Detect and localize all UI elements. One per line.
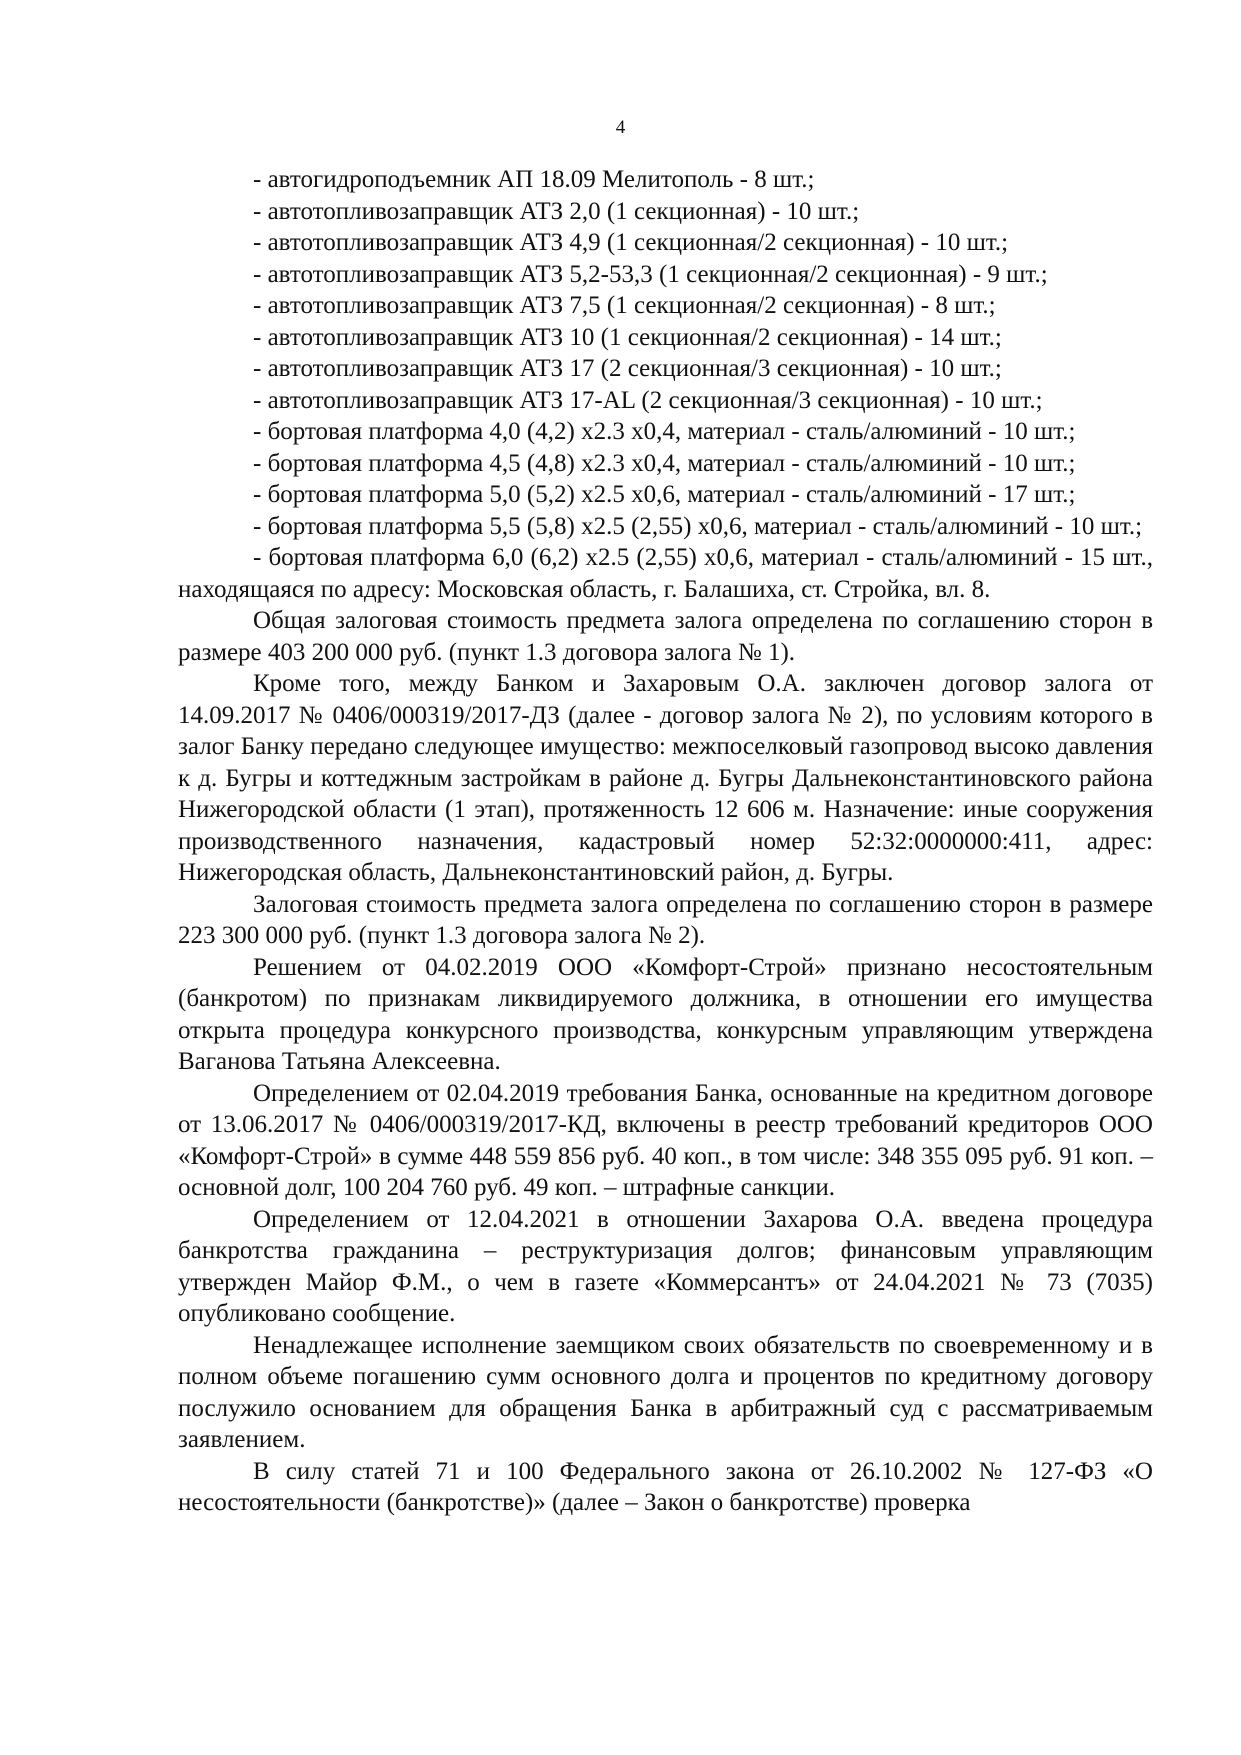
list-item-paragraph: - бортовая платформа 5,5 (5,8) х2.5 (2,55) х0,6, материал - сталь/алюминий - 10 шт.;	[253, 512, 1143, 540]
paragraph: Залоговая стоимость предмета залога определена по соглашению сторон в размере 223 300 000 руб. (пункт 1.3 договора залога № 2).	[178, 890, 1153, 949]
paragraph: Решением от 04.02.2019 ООО «Комфорт-Строй» признано несостоятельным (банкротом) по признакам ликвидируемого должника, в отношении его имущества открыта процедура конкурсного производства, конкурсным управляющим утверждена Ваганова Татьяна Алексеевна.	[178, 953, 1153, 1075]
list-item: - автотопливозаправщик АТЗ 17-AL (2 секционная/3 секционная) - 10 шт.;	[253, 386, 1043, 414]
paragraph: Ненадлежащее исполнение заемщиком своих обязательств по своевременному и в полном объеме погашению сумм основного долга и процентов по кредитному договору послужило основанием для обращения Банка в арбитражный суд с рассматриваемым заявлением.	[178, 1331, 1153, 1453]
list-item: - бортовая платформа 4,5 (4,8) х2.3 х0,4, материал - сталь/алюминий - 10 шт.;	[253, 449, 1076, 477]
list-item: - автотопливозаправщик АТЗ 7,5 (1 секционная/2 секционная) - 8 шт.;	[253, 292, 996, 319]
list-item: - автотопливозаправщик АТЗ 5,2-53,3 (1 секционная/2 секционная) - 9 шт.;	[253, 260, 1048, 288]
paragraph: Общая залоговая стоимость предмета залога определена по соглашению сторон в размере 403 200 000 руб. (пункт 1.3 договора залога № 1).	[178, 607, 1153, 666]
page-number: 4	[615, 117, 626, 138]
list-item-paragraph: - бортовая платформа 6,0 (6,2) х2.5 (2,55) х0,6, материал - сталь/алюминий - 15 шт., находящаяся по адресу: Московская область, г. Балашиха, ст. Стройка, вл. 8.	[178, 544, 1153, 603]
list-item: - автотопливозаправщик АТЗ 10 (1 секционная/2 секционная) - 14 шт.;	[253, 323, 1002, 351]
paragraph: Кроме того, между Банком и Захаровым О.А. заключен договор залога от 14.09.2017 № 0406/000319/2017-ДЗ (далее - договор залога № 2), по условиям которого в залог Банку передано следующее имущество: межпоселковый газопровод высоко давления к д. Бугры и коттеджным застройкам в районе д. Бугры Дальнеконстантиновского района Нижегородской области (1 этап), протяженность 12 606 м. Назначение: иные сооружения производственного назначения, кадастровый номер 52:32:0000000:411, адрес: Нижегородская область, Дальнеконстантиновский район, д. Бугры.	[178, 670, 1153, 886]
document-body	[178, 164, 1153, 1519]
list-item: - автотопливозаправщик АТЗ 2,0 (1 секционная) - 10 шт.;	[253, 197, 860, 225]
list-item: - бортовая платформа 5,0 (5,2) х2.5 х0,6, материал - сталь/алюминий - 17 шт.;	[253, 481, 1076, 508]
list-item: - бортовая платформа 4,0 (4,2) х2.3 х0,4, материал - сталь/алюминий - 10 шт.;	[253, 418, 1076, 445]
paragraph: Определением от 12.04.2021 в отношении Захарова О.А. введена процедура банкротства гражданина – реструктуризация долгов; финансовым управляющим утвержден Майор Ф.М., о чем в газете «Коммерсантъ» от 24.04.2021 № 73 (7035) опубликовано сообщение.	[178, 1205, 1153, 1327]
list-item: - автотопливозаправщик АТЗ 17 (2 секционная/3 секционная) - 10 шт.;	[253, 355, 1002, 382]
paragraph: Определением от 02.04.2019 требования Банка, основанные на кредитном договоре от 13.06.2017 № 0406/000319/2017-КД, включены в реестр требований кредиторов ООО «Комфорт-Строй» в сумме 448 559 856 руб. 40 коп., в том числе: 348 355 095 руб. 91 коп. – основной долг, 100 204 760 руб. 49 коп. – штрафные санкции.	[178, 1079, 1153, 1201]
list-item: - автотопливозаправщик АТЗ 4,9 (1 секционная/2 секционная) - 10 шт.;	[253, 229, 1009, 256]
paragraph: В силу статей 71 и 100 Федерального закона от 26.10.2002 № 127-ФЗ «О несостоятельности (банкротстве)» (далее – Закон о банкротстве) проверка	[178, 1457, 1153, 1516]
list-item: - автогидроподъемник АП 18.09 Мелитополь - 8 шт.;	[253, 166, 815, 193]
